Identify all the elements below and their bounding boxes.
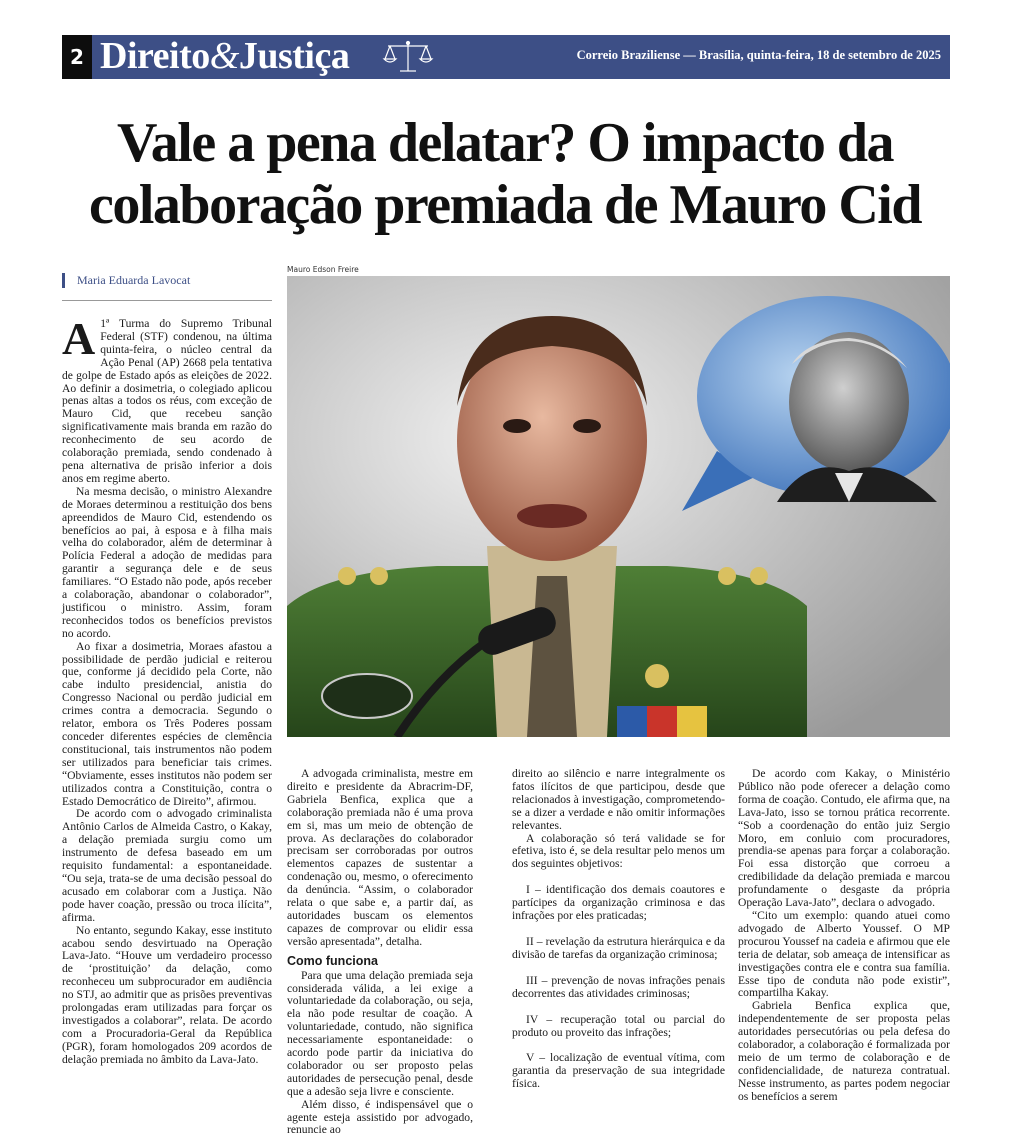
subheading: Como funciona [287,953,378,968]
body-paragraph: Gabriela Benfica explica que, independentemente de ser proposta pelas autoridades persecutórias ou pela defesa do colaborador, a colaboração é formalizada por meio de um termo de colaboração e de confidencialidade, de natureza contratual. Nesse instrumento, as partes podem negociar os benefícios a serem [738,999,950,1103]
author-byline: Maria Eduarda Lavocat [62,273,190,288]
list-item: II – revelação da estrutura hierárquica e da divisão de tarefas da organização criminosa; [512,934,725,961]
list-item: V – localização de eventual vítima, com garantia da preservação de sua integridade física. [512,1051,725,1091]
masthead-date: Correio Braziliense — Brasília, quinta-feira, 18 de setembro de 2025 [576,48,941,62]
body-paragraph: Na mesma decisão, o ministro Alexandre de Moraes determinou a restituição dos bens apreendidos de Mauro Cid, estendendo os benefícios ao pai, à esposa e à filha mais velha do colaborador, além de determinar à Polícia Federal a adoção de medidas para garantir a segurança dele e de seus familiares. “O Estado não pode, após receber a colaboração, abandonar o colaborador”, justificou o ministro. Assim, foram reconhecidos todos os benefícios previstos no acordo. [62,484,272,640]
body-paragraph: Para que uma delação premiada seja considerada válida, a lei exige a voluntariedade da colaboração, ou seja, ela não pode resultar de coação. A voluntariedade, contudo, não significa necessariamente espontaneidade: o acordo pode partir da iniciativa do colaborador ou ser proposto pelas autoridades de persecução penal, desde que a adesão seja livre e consciente. [287,968,473,1098]
drop-cap: A [62,313,96,364]
list-item: III – prevenção de novas infrações penais decorrentes das atividades criminosas; [512,973,725,1000]
lead-text: 1ª Turma do Supremo Tribunal Federal (STF) condenou, na última quinta-feira, o núcleo central da Ação Penal (AP) 2668 pela tentativa de golpe de Estado após as eleições de 2022. Ao definir a dosimetria, o colegiado aplicou penas altas a todos os réus, com exceção de Mauro Cid, que recebeu sanção significativamente mais branda em razão do reconhecimento de seu acordo de colaboração premiada, sendo condenado à pena alternativa de prisão inferior a dois anos em regime aberto. [62,317,272,485]
section-title [100,34,349,78]
article-column-1 [62,313,272,1067]
section-title-amp: & [209,35,239,77]
body-paragraph: De acordo com Kakay, o Ministério Público não pode oferecer a delação como forma de coação. Contudo, ele afirma que, na Lava-Jato, isso se tornou prática recorrente. “Sob a coordenação do então juiz Sergio Moro, em conluio com procuradores, prendia-se apenas para forçar a colaboração. Foi essa distorção que corroeu a credibilidade da delação premiada e marcou profundamente o desgaste da própria Operação Lava-Jato”, declara o advogado. [738,767,950,910]
body-paragraph: De acordo com o advogado criminalista Antônio Carlos de Almeida Castro, o Kakay, a delação premiada surgiu como um instrumento de defesa baseado em um requisito fundamental: a espontaneidade. “Ou seja, trata-se de uma decisão pessoal do acusado em colaborar com a Justiça. Não pode haver coação, pressão ou troca ilícita”, afirma. [62,807,272,924]
lead-paragraph [62,313,272,486]
body-paragraph: direito ao silêncio e narre integralmente os fatos ilícitos de que participou, desde que relacionados à investigação, comprometendo-se a dizer a verdade e não omitir informações relevantes. [512,767,725,832]
headline: Vale a pena delatar? O impacto da colaboração premiada de Mauro Cid [89,112,921,236]
scales-of-justice-icon [382,39,434,75]
body-paragraph: Ao fixar a dosimetria, Moraes afastou a possibilidade de perdão judicial e reiterou que, conforme já decidido pela Corte, não cabe indulto presidencial, anistia do Congresso Nacional ou perdão judicial em crimes contra a democracia. Segundo o relator, embora os Três Poderes possam conceder diferentes espécies de clemência constitucional, tais instrumentos não podem ser utilizados para beneficiar tais crimes. “Obviamente, esses institutos não podem ser utilizados contra a Constituição, contra o Estado Democrático de Direito”, afirmou. [62,639,272,808]
list-item: IV – recuperação total ou parcial do produto ou proveito das infrações; [512,1012,725,1039]
article-column-4 [738,768,950,1104]
photo-credit: Mauro Edson Freire [287,265,359,274]
list-item: I – identificação dos demais coautores e partícipes da organização criminosa e das infrações por eles praticadas; [512,883,725,923]
body-paragraph: “Cito um exemplo: quando atuei como advogado de Alberto Youssef. O MP procurou Youssef na cadeia e afirmou que ele teria de delatar, sob ameaça de intensificar as investigações contra ele e contra sua família. Esse tipo de conduta não pode existir”, compartilha Kakay. [738,908,950,1000]
article-photo [287,276,950,737]
body-paragraph: Além disso, é indispensável que o agente esteja assistido por advogado, renuncie ao [287,1097,473,1137]
body-paragraph: No entanto, segundo Kakay, esse instituto acabou sendo desvirtuado na Operação Lava-Jato. “Houve um verdadeiro processo de ‘prostituição’ da delação, como reconheceu um subprocurador em audiência no STJ, ao admitir que as prisões preventivas prolongadas eram utilizadas para forçar os investigados a colaborar”, relata. De acordo com a Procuradoria-Geral da República (PGR), foram homologados 209 acordos de delação premiada no âmbito da Lava-Jato. [62,923,272,1066]
section-title-part2: Justiça [238,35,350,77]
body-paragraph: A advogada criminalista, mestre em direito e presidente da Abracrim-DF, Gabriela Benfica, explica que a colaboração premiada não é uma prova em si, mas um meio de obtenção de prova. As declarações do colaborador precisam ser corroboradas por outros elementos capazes de sustentar a condenação ou, mesmo, o oferecimento da denúncia. “Assim, o colaborador relata o que sabe e, a partir daí, as autoridades buscam os elementos capazes de comprovar ou elidir essa versão apresentada”, detalha. [287,767,473,948]
article-column-3 [512,768,725,1091]
section-title-part1: Direito [100,35,210,77]
body-paragraph: A colaboração só terá validade se for efetiva, isto é, se dela resultar pelo menos um dos seguintes objetivos: [512,831,725,871]
byline-rule [62,300,272,301]
article-column-2 [287,768,473,1137]
page-number: 2 [62,35,92,79]
